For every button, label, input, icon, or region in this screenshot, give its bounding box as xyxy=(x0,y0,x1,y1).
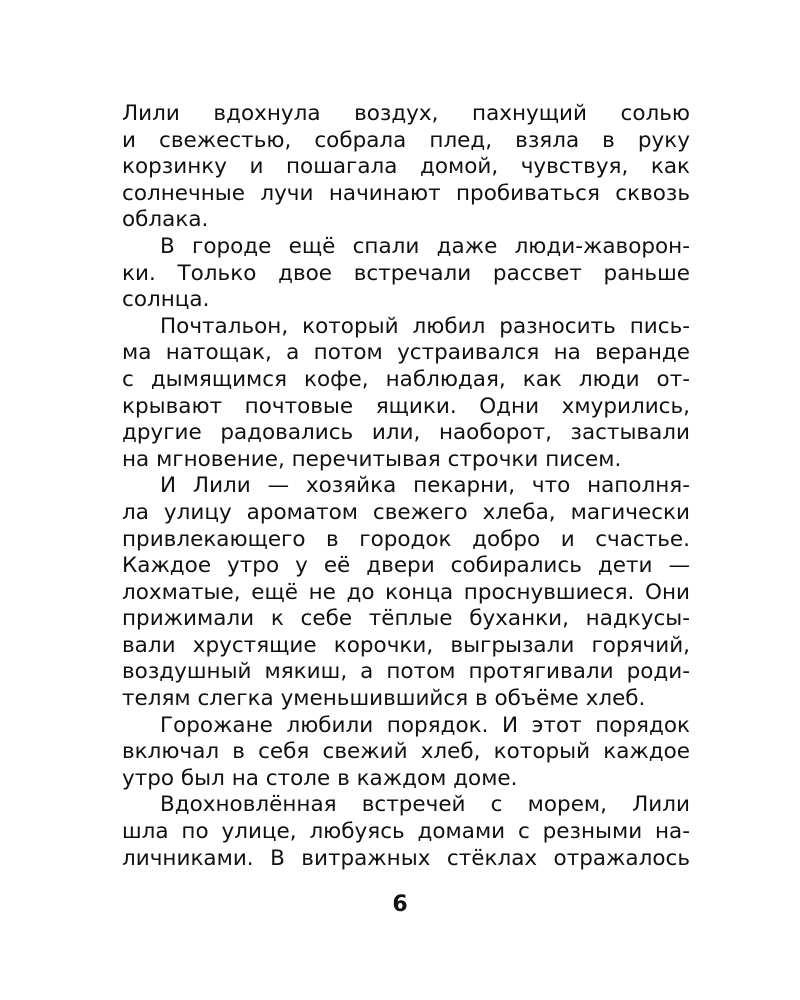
text-line: крывают почтовые ящики. Одни хмурились, xyxy=(122,393,690,419)
text-line: телям слегка уменьшившийся в объёме хлеб. xyxy=(122,686,646,712)
page-number: 6 xyxy=(392,892,408,917)
text-line: другие радовались или, наоборот, застывали xyxy=(122,420,690,446)
text-line: облака. xyxy=(122,207,209,233)
text-line: включал в себя свежий хлеб, который каждое xyxy=(122,739,690,765)
text-line: с дымящимся кофе, наблюдая, как люди от- xyxy=(122,366,690,392)
text-line: Вдохновлённая встречей с морем, Лили xyxy=(160,792,690,818)
text-line: утро был на столе в каждом доме. xyxy=(122,765,518,791)
text-line: и свежестью, собрала плед, взяла в руку xyxy=(122,127,690,153)
text-line: Лили вдохнула воздух, пахнущий солью xyxy=(122,101,690,126)
text-line: на мгновение, перечитывая строчки писем. xyxy=(122,446,622,472)
text-line: корзинку и пошагала домой, чувствуя, как xyxy=(122,154,690,180)
text-line: ки. Только двое встречали рассвет раньше xyxy=(122,260,690,286)
text-line: Почтальон, который любил разносить пись- xyxy=(160,313,690,339)
text-line: солнца. xyxy=(122,287,210,313)
text-line: В городе ещё спали даже люди-жаворон- xyxy=(160,233,690,259)
text-line: вали хрустящие корочки, выгрызали горячий, xyxy=(122,632,690,658)
text-line: лохматые, ещё не до конца проснувшиеся. Они xyxy=(122,579,690,605)
text-line: ла улицу ароматом свежего хлеба, магически xyxy=(122,499,690,525)
text-line: личниками. В витражных стёклах отражалось xyxy=(122,845,690,871)
text-line: шла по улице, любуясь домами с резными на- xyxy=(122,819,690,845)
text-line: Каждое утро у её двери собирались дети — xyxy=(122,553,690,579)
text-line: привлекающего в городок добро и счастье. xyxy=(122,526,690,552)
text-line: прижимали к себе тёплые буханки, надкусы- xyxy=(122,606,690,632)
text-line: Горожане любили порядок. И этот порядок xyxy=(160,712,690,738)
body-text xyxy=(122,101,690,872)
text-line: воздушный мякиш, а потом протягивали роди- xyxy=(122,659,690,685)
text-line: И Лили — хозяйка пекарни, что наполня- xyxy=(160,473,690,499)
text-line: ма натощак, а потом устраивался на веранде xyxy=(122,340,690,366)
text-line: солнечные лучи начинают пробиваться сквозь xyxy=(122,180,690,206)
